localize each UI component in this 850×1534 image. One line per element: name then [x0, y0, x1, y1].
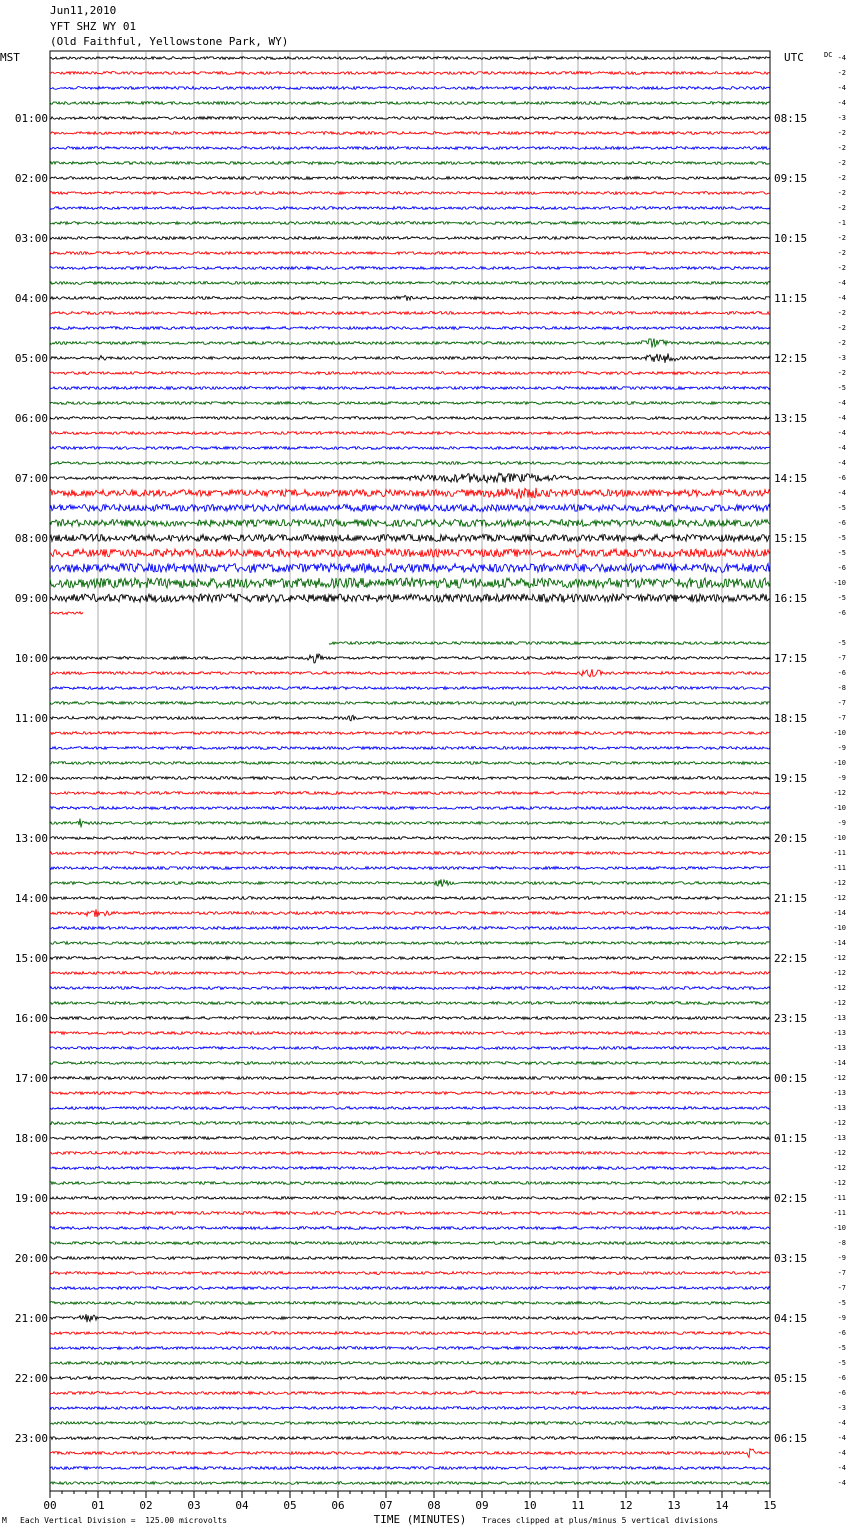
seismic-trace [50, 1362, 770, 1365]
dc-offset-label: -4 [837, 279, 846, 287]
dc-offset-label: -2 [837, 174, 846, 182]
x-axis-ticks [43, 1491, 776, 1512]
dc-offset-label: -3 [837, 114, 846, 122]
seismic-trace [50, 777, 770, 780]
seismic-trace [50, 192, 770, 195]
dc-offset-label: -13 [833, 1044, 846, 1052]
seismic-trace [50, 87, 770, 90]
dc-offset-label: -1 [837, 219, 846, 227]
dc-offset-label: -2 [837, 69, 846, 77]
right-time-label: 08:15 [774, 112, 808, 125]
seismic-trace [50, 222, 770, 225]
dc-offset-label: -13 [833, 1134, 846, 1142]
dc-offset-label: -6 [837, 474, 846, 482]
dc-offset-label: -12 [833, 879, 846, 887]
seismic-trace [50, 612, 83, 615]
header-location: (Old Faithful, Yellowstone Park, WY) [50, 35, 289, 48]
dc-offset-label: -10 [833, 924, 846, 932]
seismic-trace [50, 488, 770, 499]
right-time-label: 05:15 [774, 1372, 808, 1385]
right-time-label: 19:15 [774, 772, 808, 785]
seismic-trace [50, 594, 770, 602]
dc-offset-label: -14 [833, 939, 846, 947]
dc-offset-label: -4 [837, 489, 846, 497]
right-time-label: 00:15 [774, 1072, 808, 1085]
dc-offset-label: -4 [837, 1479, 846, 1487]
left-time-label: 08:00 [14, 532, 48, 545]
seismic-trace [50, 564, 770, 573]
seismic-trace [50, 792, 770, 795]
dc-offset-label: -6 [837, 519, 846, 527]
x-tick-label: 02 [139, 1499, 153, 1512]
seismic-trace [50, 117, 770, 120]
x-tick-label: 13 [667, 1499, 681, 1512]
left-axis-title: MST [0, 51, 20, 64]
dc-offset-label: -10 [833, 804, 846, 812]
dc-offset-label: -7 [837, 1284, 846, 1292]
dc-offset-label: -13 [833, 1089, 846, 1097]
dc-offset-label: -12 [833, 969, 846, 977]
dc-offset-label: -10 [833, 834, 846, 842]
dc-offset-label: -5 [837, 504, 846, 512]
seismic-trace [50, 327, 770, 330]
dc-offset-label: -2 [837, 249, 846, 257]
left-time-label: 17:00 [14, 1072, 48, 1085]
dc-offset-label: -12 [833, 1179, 846, 1187]
dc-offset-label: -4 [837, 84, 846, 92]
x-tick-label: 12 [619, 1499, 633, 1512]
seismic-trace [50, 1467, 770, 1470]
dc-offset-label: -12 [833, 789, 846, 797]
dc-offset-label: -6 [837, 1374, 846, 1382]
right-time-label: 13:15 [774, 412, 808, 425]
seismic-trace [50, 1287, 770, 1290]
seismic-trace [50, 1032, 770, 1035]
seismic-trace [50, 1062, 770, 1065]
left-time-label: 10:00 [14, 652, 48, 665]
x-tick-label: 09 [475, 1499, 489, 1512]
dc-offset-label: -6 [837, 1389, 846, 1397]
seismic-trace [50, 535, 770, 542]
right-time-label: 15:15 [774, 532, 808, 545]
dc-offset-label: -2 [837, 264, 846, 272]
seismic-trace [50, 1257, 770, 1260]
dc-offset-label: -4 [837, 294, 846, 302]
seismic-trace [50, 432, 770, 435]
right-axis-title: UTC [784, 51, 804, 64]
dc-offset-label: -11 [833, 849, 846, 857]
dc-offset-label: -5 [837, 1344, 846, 1352]
seismic-trace [50, 282, 770, 285]
seismic-trace [50, 654, 770, 663]
x-tick-label: 15 [763, 1499, 777, 1512]
right-time-label: 14:15 [774, 472, 808, 485]
x-tick-label: 11 [571, 1499, 585, 1512]
dc-offset-label: -11 [833, 864, 846, 872]
seismic-trace [50, 1377, 770, 1380]
seismic-trace [50, 762, 770, 765]
seismic-trace [50, 252, 770, 255]
footer-scale-note: Each Vertical Division = 125.00 microvolts [20, 1516, 228, 1525]
seismic-trace [50, 1137, 770, 1140]
left-time-label: 03:00 [14, 232, 48, 245]
dc-offset-label: -2 [837, 159, 846, 167]
seismic-trace [50, 819, 770, 828]
left-time-label: 01:00 [14, 112, 48, 125]
right-time-label: 10:15 [774, 232, 808, 245]
dc-offset-label: -2 [837, 144, 846, 152]
dc-offset-label: -4 [837, 459, 846, 467]
seismic-trace [50, 669, 770, 677]
dc-offset-label: -13 [833, 1014, 846, 1022]
seismic-trace [50, 927, 770, 930]
seismic-trace [50, 295, 770, 300]
seismic-trace [50, 972, 770, 975]
dc-offset-label: -7 [837, 654, 846, 662]
right-time-label: 21:15 [774, 892, 808, 905]
header-date: Jun11,2010 [50, 4, 117, 17]
dc-offset-label: -9 [837, 744, 846, 752]
seismic-trace [50, 715, 770, 721]
dc-offset-label: -14 [833, 1059, 846, 1067]
seismic-trace [50, 520, 770, 527]
x-tick-label: 00 [43, 1499, 57, 1512]
right-time-label: 16:15 [774, 592, 808, 605]
dc-offset-label: -11 [833, 1209, 846, 1217]
seismic-trace [50, 267, 770, 270]
dc-offset-label: -2 [837, 234, 846, 242]
dc-offset-label: -3 [837, 1404, 846, 1412]
seismic-trace [50, 732, 770, 735]
seismic-trace [50, 447, 770, 450]
seismic-trace [50, 942, 770, 945]
dc-offset-label: -3 [837, 354, 846, 362]
right-time-label: 09:15 [774, 172, 808, 185]
right-time-label: 06:15 [774, 1432, 808, 1445]
right-time-label: 03:15 [774, 1252, 808, 1265]
left-time-label: 09:00 [14, 592, 48, 605]
left-time-label: 12:00 [14, 772, 48, 785]
seismic-trace [50, 1449, 770, 1458]
dc-offset-label: -7 [837, 1269, 846, 1277]
seismic-trace [50, 1332, 770, 1335]
seismic-trace [50, 505, 770, 512]
dc-offset-label: -10 [833, 729, 846, 737]
dc-offset-label: -10 [833, 579, 846, 587]
seismic-trace [50, 473, 770, 483]
left-time-label: 07:00 [14, 472, 48, 485]
dc-offset-label: -4 [837, 444, 846, 452]
dc-offset-label: -2 [837, 204, 846, 212]
seismic-trace [50, 353, 770, 362]
seismic-trace [50, 417, 770, 420]
seismic-trace [50, 578, 770, 588]
seismic-trace [50, 1437, 770, 1440]
left-time-label: 15:00 [14, 952, 48, 965]
dc-offset-label: -4 [837, 414, 846, 422]
dc-offset-label: -12 [833, 1074, 846, 1082]
x-tick-label: 14 [715, 1499, 729, 1512]
dc-offset-label: -12 [833, 894, 846, 902]
x-tick-label: 05 [283, 1499, 297, 1512]
seismic-trace [50, 102, 770, 105]
seismic-trace [50, 207, 770, 210]
x-tick-label: 07 [379, 1499, 393, 1512]
seismic-trace [50, 462, 770, 465]
seismic-trace [50, 1391, 770, 1395]
dc-offset-label: -2 [837, 339, 846, 347]
seismic-trace [50, 57, 770, 60]
left-time-label: 13:00 [14, 832, 48, 845]
seismic-trace [50, 1347, 770, 1350]
seismic-trace [50, 1212, 770, 1215]
right-time-label: 20:15 [774, 832, 808, 845]
seismic-trace [50, 747, 770, 750]
seismic-trace [50, 1122, 770, 1125]
right-time-label: 11:15 [774, 292, 808, 305]
dc-offset-label: -5 [837, 639, 846, 647]
dc-offset-label: -2 [837, 189, 846, 197]
left-time-label: 20:00 [14, 1252, 48, 1265]
dc-offset-label: -10 [833, 1224, 846, 1232]
dc-offset-label: -4 [837, 54, 846, 62]
dc-offset-label: -5 [837, 549, 846, 557]
dc-offset-label: -9 [837, 774, 846, 782]
right-time-label: 02:15 [774, 1192, 808, 1205]
dc-offset-label: -7 [837, 699, 846, 707]
seismic-trace [50, 1107, 770, 1110]
seismic-trace [50, 867, 770, 870]
dc-offset-label: -12 [833, 1164, 846, 1172]
dc-offset-label: -4 [837, 1464, 846, 1472]
x-tick-label: 10 [523, 1499, 537, 1512]
seismic-trace [50, 387, 770, 390]
dc-offset-label: -8 [837, 1239, 846, 1247]
dc-offset-label: -5 [837, 594, 846, 602]
seismic-trace [50, 162, 770, 165]
left-time-label: 21:00 [14, 1312, 48, 1325]
seismic-trace [50, 909, 770, 917]
dc-offset-label: -4 [837, 399, 846, 407]
seismic-trace [50, 372, 770, 375]
seismic-trace [50, 1152, 770, 1155]
x-tick-label: 04 [235, 1499, 249, 1512]
right-time-label: 22:15 [774, 952, 808, 965]
seismic-trace [50, 402, 770, 405]
left-time-label: 19:00 [14, 1192, 48, 1205]
seismic-trace [50, 687, 770, 690]
plot-frame [50, 51, 770, 1491]
right-time-label: 12:15 [774, 352, 808, 365]
left-time-label: 11:00 [14, 712, 48, 725]
seismic-trace [50, 1302, 770, 1305]
seismic-trace [50, 879, 770, 886]
header-station: YFT SHZ WY 01 [50, 20, 137, 33]
seismic-trace [50, 549, 770, 557]
seismic-trace [50, 837, 770, 840]
seismic-trace [50, 1197, 770, 1200]
left-time-label: 18:00 [14, 1132, 48, 1145]
dc-offset-label: -4 [837, 1434, 846, 1442]
seismic-trace [50, 1272, 770, 1275]
dc-offset-label: -7 [837, 714, 846, 722]
dc-offset-label: -14 [833, 909, 846, 917]
seismic-trace [50, 1242, 770, 1245]
x-tick-label: 08 [427, 1499, 441, 1512]
seismic-trace [50, 237, 770, 240]
seismic-trace [50, 987, 770, 990]
seismic-trace [50, 1422, 770, 1425]
dc-offset-label: -2 [837, 324, 846, 332]
dc-offset-label: -5 [837, 384, 846, 392]
dc-offset-label: -2 [837, 309, 846, 317]
seismic-traces [50, 57, 770, 1485]
dc-offset-label: -11 [833, 1194, 846, 1202]
seismic-trace [50, 312, 770, 315]
left-time-label: 05:00 [14, 352, 48, 365]
left-time-label: 16:00 [14, 1012, 48, 1025]
dc-offset-label: -12 [833, 999, 846, 1007]
seismic-trace [50, 1314, 770, 1322]
dc-offset-label: -8 [837, 684, 846, 692]
seismic-trace [50, 1407, 770, 1410]
footer-clip-note: Traces clipped at plus/minus 5 vertical divisions [482, 1516, 719, 1525]
dc-offset-label: -5 [837, 1359, 846, 1367]
x-tick-label: 06 [331, 1499, 345, 1512]
dc-offset-label: -9 [837, 1314, 846, 1322]
dc-offset-label: -2 [837, 129, 846, 137]
dc-offset-label: -12 [833, 984, 846, 992]
seismic-trace [50, 1047, 770, 1050]
dc-offset-label: -5 [837, 1299, 846, 1307]
dc-offset-label: -4 [837, 1419, 846, 1427]
dc-offset-label: -12 [833, 1149, 846, 1157]
dc-offset-label: -4 [837, 99, 846, 107]
dc-axis-title: DC [824, 51, 833, 59]
right-time-label: 01:15 [774, 1132, 808, 1145]
seismic-trace [329, 642, 770, 645]
dc-offset-label: -4 [837, 429, 846, 437]
seismic-trace [50, 702, 770, 706]
seismic-trace [50, 1167, 770, 1170]
x-tick-label: 03 [187, 1499, 201, 1512]
footer-mark: M [2, 1516, 7, 1525]
dc-offset-label: -13 [833, 1104, 846, 1112]
dc-offset-label: -6 [837, 564, 846, 572]
left-time-label: 02:00 [14, 172, 48, 185]
left-time-label: 06:00 [14, 412, 48, 425]
right-time-label: 17:15 [774, 652, 808, 665]
x-tick-label: 01 [91, 1499, 105, 1512]
seismic-trace [50, 1002, 770, 1005]
left-time-label: 14:00 [14, 892, 48, 905]
dc-offset-label: -13 [833, 1029, 846, 1037]
dc-offset-label: -2 [837, 369, 846, 377]
left-time-label: 23:00 [14, 1432, 48, 1445]
seismic-trace [50, 72, 770, 75]
dc-offset-label: -4 [837, 1449, 846, 1457]
seismic-trace [50, 147, 770, 150]
dc-offset-label: -9 [837, 1254, 846, 1262]
seismic-trace [50, 132, 770, 135]
seismic-trace [50, 1092, 770, 1095]
dc-offset-label: -6 [837, 669, 846, 677]
dc-offset-label: -12 [833, 954, 846, 962]
dc-offset-label: -12 [833, 1119, 846, 1127]
left-time-label: 22:00 [14, 1372, 48, 1385]
x-axis-label: TIME (MINUTES) [373, 1513, 467, 1526]
dc-offset-label: -6 [837, 1329, 846, 1337]
seismic-trace [50, 1482, 770, 1485]
seismic-trace [50, 897, 770, 900]
right-time-label: 23:15 [774, 1012, 808, 1025]
dc-offset-label: -9 [837, 819, 846, 827]
axis-labels [0, 51, 846, 1526]
seismic-trace [50, 1077, 770, 1080]
seismic-trace [50, 177, 770, 180]
seismic-trace [50, 807, 770, 810]
dc-offset-label: -6 [837, 609, 846, 617]
seismic-trace [50, 852, 770, 855]
seismic-trace [50, 1227, 770, 1230]
dc-offset-label: -10 [833, 759, 846, 767]
seismic-trace [50, 1017, 770, 1020]
seismic-trace [50, 1182, 770, 1185]
right-time-label: 18:15 [774, 712, 808, 725]
seismic-trace [50, 957, 770, 960]
seismic-trace [50, 339, 770, 348]
left-time-label: 04:00 [14, 292, 48, 305]
dc-offset-label: -5 [837, 534, 846, 542]
right-time-label: 04:15 [774, 1312, 808, 1325]
